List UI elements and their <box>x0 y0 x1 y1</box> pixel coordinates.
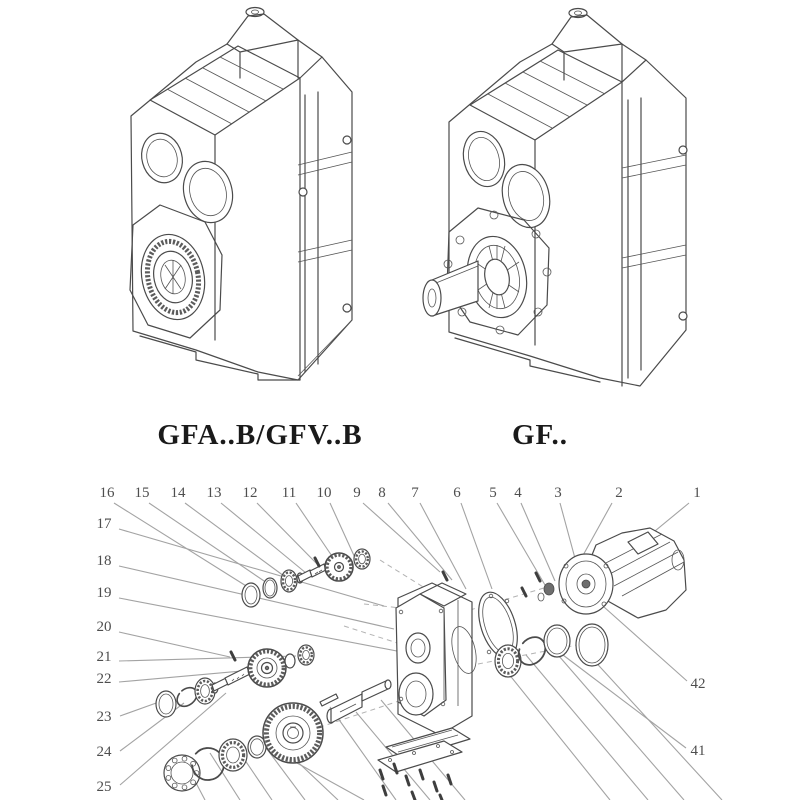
cover-bolt <box>448 775 451 784</box>
leader-line-9 <box>363 503 440 572</box>
callout-number-16: 16 <box>99 485 115 501</box>
callout-number-10: 10 <box>316 485 332 501</box>
leader-line-15 <box>149 503 270 585</box>
ribbed-deck <box>470 50 622 140</box>
gear-housing <box>396 583 480 735</box>
callout-number-21: 21 <box>96 649 112 665</box>
leader-line-4 <box>521 503 555 581</box>
shaft-key <box>320 694 338 706</box>
leader-line-6 <box>461 503 492 589</box>
callout-number-3: 3 <box>554 485 562 501</box>
helical-gear <box>248 649 286 687</box>
gearbox-left-drawing <box>130 8 352 381</box>
bearing <box>298 645 314 665</box>
leader-line-5 <box>497 503 545 585</box>
exploded-view <box>97 485 723 800</box>
leader-line-8 <box>388 503 452 580</box>
hollow-shaft-hub <box>134 228 213 325</box>
callout-number-25: 25 <box>96 779 112 795</box>
callout-number-7: 7 <box>411 485 419 501</box>
leader-line-10 <box>330 503 356 560</box>
pinion-shaft <box>212 667 250 693</box>
bracket-hole <box>679 312 687 320</box>
o-ring <box>576 624 608 666</box>
model-label-right: GF.. <box>511 419 569 451</box>
callout-number-14: 14 <box>170 485 186 501</box>
callout-number-41: 41 <box>690 743 706 759</box>
housing-upper-bore <box>406 633 430 663</box>
gearbox-right-drawing <box>423 9 687 387</box>
cutoff-leader-10 <box>526 655 648 800</box>
bearing <box>495 645 521 677</box>
model-label-left: GFA..B/GFV..B <box>157 419 363 451</box>
callout-number-12: 12 <box>242 485 258 501</box>
bearing <box>281 570 297 592</box>
cover-bolt <box>406 776 409 785</box>
assembly-axis-2 <box>380 560 428 590</box>
frame-rail <box>628 98 641 378</box>
hex-bolt <box>536 573 540 581</box>
callout-number-23: 23 <box>96 709 112 725</box>
oil-seal <box>544 625 570 657</box>
cover-bolt <box>434 782 437 791</box>
washer <box>285 654 295 668</box>
callout-number-1: 1 <box>693 485 701 501</box>
bracket-hole <box>299 188 307 196</box>
hex-bolt <box>231 652 235 660</box>
output-shaft <box>423 261 478 316</box>
callout-number-42: 42 <box>690 676 706 692</box>
hex-bolt <box>315 558 319 566</box>
leader-line-41 <box>563 655 686 748</box>
motor-flange <box>559 554 613 614</box>
input-pinion-shaft <box>297 564 326 583</box>
callout-number-22: 22 <box>96 671 112 687</box>
cover-bolt <box>420 770 423 779</box>
leader-line-16 <box>114 503 251 589</box>
callout-number-24: 24 <box>96 744 112 760</box>
bearing <box>354 549 370 569</box>
callout-number-6: 6 <box>453 485 461 501</box>
cutoff-leader-9 <box>500 663 610 800</box>
leader-line-12 <box>257 503 320 567</box>
frame-rail <box>305 92 318 372</box>
bearing <box>219 739 247 771</box>
small-gear <box>325 553 353 581</box>
cutoff-leader-11 <box>552 648 684 800</box>
callout-number-17: 17 <box>96 516 112 532</box>
cover-bolt <box>383 786 386 795</box>
callout-number-13: 13 <box>206 485 222 501</box>
motor-shaft-stub <box>582 580 590 588</box>
bracket-hole <box>343 136 351 144</box>
leader-line-3 <box>560 503 576 562</box>
cutoff-leader-5 <box>297 763 364 800</box>
callout-number-18: 18 <box>96 553 112 569</box>
bull-gear <box>263 703 323 763</box>
input-bore <box>136 129 188 188</box>
bracket-hole <box>679 146 687 154</box>
leader-line-19 <box>119 598 402 652</box>
cover-bolt <box>440 795 442 800</box>
bracket-hole <box>343 304 351 312</box>
output-shaft <box>327 680 391 723</box>
input-bore <box>457 127 510 191</box>
callout-number-5: 5 <box>489 485 497 501</box>
callout-number-9: 9 <box>353 485 361 501</box>
callout-number-15: 15 <box>134 485 150 501</box>
leader-line-20 <box>119 632 230 657</box>
callout-number-2: 2 <box>615 485 623 501</box>
plug-washer <box>538 593 544 601</box>
plug-washer <box>544 583 554 595</box>
leader-line-7 <box>420 503 466 589</box>
intermediate-bore <box>177 156 239 228</box>
callout-number-20: 20 <box>96 619 112 635</box>
leader-line-14 <box>185 503 288 579</box>
leader-line-23 <box>120 702 159 716</box>
callout-number-8: 8 <box>378 485 386 501</box>
cover-bolt <box>412 792 415 800</box>
leader-line-42 <box>604 607 687 681</box>
motor <box>559 528 686 618</box>
callout-number-11: 11 <box>281 485 297 501</box>
callout-number-19: 19 <box>96 585 112 601</box>
leader-line-11 <box>296 503 336 562</box>
callout-number-4: 4 <box>514 485 522 501</box>
housing-lower-bore <box>399 673 433 715</box>
